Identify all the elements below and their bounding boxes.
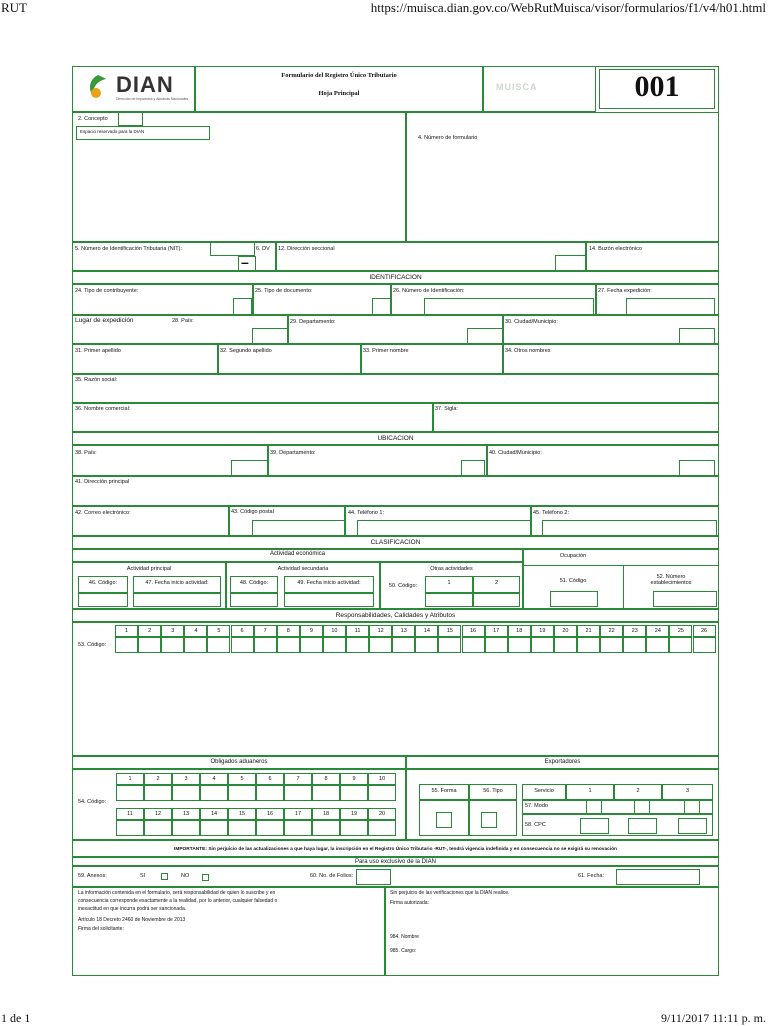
f31-label: 31. Primer apellido xyxy=(75,348,121,354)
resp-col-head: 6 xyxy=(231,625,254,637)
resp-col-head: 19 xyxy=(531,625,554,637)
aduana-code-field[interactable] xyxy=(368,785,396,801)
resp-code-field[interactable] xyxy=(508,637,531,653)
aduana-code-field[interactable] xyxy=(340,785,368,801)
form-title: Formulario del Registro Único Tributario xyxy=(281,72,397,79)
numero-formulario-label: 4. Número de formulario xyxy=(418,135,478,141)
nit-label: 5. Número de Identificación Tributaria (NIT): xyxy=(75,246,182,252)
f58-field-3[interactable] xyxy=(678,818,707,834)
f30-label: 30. Ciudad/Municipio: xyxy=(505,319,558,325)
browser-url: https://muisca.dian.gov.co/WebRutMuisca/visor/formularios/f1/v4/h01.html xyxy=(370,0,766,15)
aduana-code-field[interactable] xyxy=(284,820,312,836)
f44-label: 44. Teléfono 1: xyxy=(348,510,384,516)
f48-label: 48. Código: xyxy=(239,580,269,586)
aduana-code-field[interactable] xyxy=(144,820,172,836)
resp-col-head: 12 xyxy=(369,625,392,637)
aduana-code-field[interactable] xyxy=(284,785,312,801)
f49-field[interactable] xyxy=(284,593,374,607)
aduana-col-head: 17 xyxy=(284,808,312,820)
f35-box xyxy=(72,374,719,403)
f47-field[interactable] xyxy=(133,593,221,607)
f50-col1-label: 1 xyxy=(447,580,451,586)
f51-field[interactable] xyxy=(550,591,598,607)
aduana-col-head: 18 xyxy=(312,808,340,820)
f35-label: 35. Razón social: xyxy=(75,377,118,383)
aduana-code-field[interactable] xyxy=(200,785,228,801)
aduana-col-head: 7 xyxy=(284,773,312,785)
f58-label: 58. CPC xyxy=(525,822,546,828)
aduana-col-head: 5 xyxy=(228,773,256,785)
aduana-col-head: 14 xyxy=(200,808,228,820)
principal-label: Actividad principal xyxy=(126,566,172,572)
resp-code-field[interactable] xyxy=(577,637,600,653)
lugar-label: Lugar de expedición xyxy=(75,317,134,324)
resp-col-head: 17 xyxy=(485,625,508,637)
concepto-label: 2. Concepto xyxy=(78,116,108,122)
aduana-code-field[interactable] xyxy=(368,820,396,836)
aduana-code-field[interactable] xyxy=(228,820,256,836)
form-number: 001 xyxy=(634,70,680,103)
declaracion-line-1: La información contenida en el formulario, será responsabilidad de quien lo suscribe y en xyxy=(78,890,276,896)
aduaneros-title: Obligados aduaneros xyxy=(210,759,268,765)
f59-label: 59. Anexos: xyxy=(78,873,107,879)
f985-label: 985. Cargo: xyxy=(390,948,417,954)
dian-logo-icon xyxy=(84,73,112,101)
f33-label: 33. Primer nombre xyxy=(363,348,409,354)
resp-code-field[interactable] xyxy=(138,637,161,653)
f41-box xyxy=(72,476,719,506)
responsabilidades-title: Responsabilidades, Calidades y Atributos xyxy=(72,609,719,622)
resp-code-field[interactable] xyxy=(231,637,254,653)
resp-col-head: 1 xyxy=(115,625,138,637)
f47-label: 47. Fecha inicio actividad: xyxy=(145,580,209,586)
no-checkbox[interactable] xyxy=(202,874,209,881)
aduana-code-field[interactable] xyxy=(144,785,172,801)
aduana-code-field[interactable] xyxy=(116,785,144,801)
uso-dian-title: Para uso exclusivo de la DIAN xyxy=(72,857,719,866)
f37-box xyxy=(433,403,719,432)
f40-field[interactable] xyxy=(679,460,715,476)
aduana-col-head: 13 xyxy=(172,808,200,820)
resp-col-head: 26 xyxy=(693,625,716,637)
resp-col-head: 22 xyxy=(600,625,623,637)
f984-label: 984. Nombre xyxy=(390,934,419,940)
f55-label: 55. Forma xyxy=(431,788,457,794)
aduana-col-head: 12 xyxy=(144,808,172,820)
f27-label: 27. Fecha expedición: xyxy=(598,288,652,294)
f60-label: 60. No. de Folios: xyxy=(310,873,354,879)
concepto-field[interactable] xyxy=(118,112,143,126)
ocupacion-vdivider xyxy=(623,565,624,609)
f56-label: 56. Tipo xyxy=(483,788,503,794)
aduana-col-head: 4 xyxy=(200,773,228,785)
f50-field-2[interactable] xyxy=(473,593,520,607)
resp-code-field[interactable] xyxy=(161,637,184,653)
f52-field[interactable] xyxy=(653,591,717,607)
aduana-code-field[interactable] xyxy=(200,820,228,836)
f45-field[interactable] xyxy=(542,520,717,536)
f49-label: 49. Fecha inicio actividad: xyxy=(297,580,361,586)
numero-formulario-area xyxy=(406,112,719,242)
resp-code-field[interactable] xyxy=(300,637,323,653)
buzon-label: 14. Buzón electrónico xyxy=(589,246,642,252)
si-label: SI xyxy=(140,873,146,879)
resp-code-field[interactable] xyxy=(669,637,692,653)
importante-text: IMPORTANTE: Sin perjuicio de las actualizaciones a que haya lugar, la inscripción en el Registro Único Tributario -RUT-, tendrá vigencia indefinida y en consecuencia no se exigirá su renovación xyxy=(174,847,617,852)
f29-field[interactable] xyxy=(467,328,503,344)
f58-field-2[interactable] xyxy=(628,818,657,834)
verificaciones-text: Sin perjuicio de las verificaciones que la DIAN realice. xyxy=(390,890,510,896)
aduana-code-field[interactable] xyxy=(340,820,368,836)
f38-field[interactable] xyxy=(231,460,268,476)
resp-col-head: 20 xyxy=(554,625,577,637)
resp-col-head: 21 xyxy=(577,625,600,637)
resp-code-field[interactable] xyxy=(438,637,461,653)
f38-label: 38. País: xyxy=(75,450,97,456)
f46-field[interactable] xyxy=(78,593,128,607)
resp-col-head: 14 xyxy=(415,625,438,637)
f28-label: 28. País: xyxy=(172,318,194,324)
resp-code-field[interactable] xyxy=(554,637,577,653)
resp-code-field[interactable] xyxy=(323,637,346,653)
f58-field-1[interactable] xyxy=(580,818,609,834)
actividad-label: Actividad económica xyxy=(269,551,326,557)
f30-field[interactable] xyxy=(679,328,715,344)
dir-seccional-label: 12. Dirección seccional xyxy=(278,246,335,252)
resp-code-field[interactable] xyxy=(254,637,277,653)
aduana-code-field[interactable] xyxy=(256,820,284,836)
resp-col-head: 3 xyxy=(161,625,184,637)
aduana-col-head: 10 xyxy=(368,773,396,785)
f39-label: 39. Departamento: xyxy=(270,450,316,456)
f24-field[interactable] xyxy=(233,298,252,315)
ocupacion-label: Ocupación xyxy=(559,553,587,559)
resp-col-head: 23 xyxy=(623,625,646,637)
browser-tab-title: RUT xyxy=(1,0,27,15)
reserved-dian-label: Espacio reservado para la DIAN xyxy=(80,129,145,134)
f37-label: 37. Sigla: xyxy=(435,406,458,412)
f57-field-1[interactable] xyxy=(586,800,602,814)
resp-code-field[interactable] xyxy=(623,637,646,653)
resp-col-head: 9 xyxy=(300,625,323,637)
resp-code-field[interactable] xyxy=(184,637,207,653)
declaracion-line-2: consecuencia corresponde exactamente a la realidad, por lo anterior, cualquier falsedad o xyxy=(78,898,278,904)
f50-field-1[interactable] xyxy=(425,593,473,607)
resp-code-field[interactable] xyxy=(115,637,138,653)
dir-seccional-field[interactable] xyxy=(555,255,586,271)
aduana-col-head: 16 xyxy=(256,808,284,820)
resp-col-head: 10 xyxy=(323,625,346,637)
aduana-code-field[interactable] xyxy=(312,785,340,801)
f52-label-1: 52. Número xyxy=(656,574,686,580)
f61-label: 61. Fecha: xyxy=(578,873,604,879)
resp-col-head: 15 xyxy=(438,625,461,637)
exportadores-title: Exportadores xyxy=(544,759,581,765)
servicio-col1-label: 1 xyxy=(588,788,592,794)
f29-label: 29. Departamento: xyxy=(290,319,336,325)
f53-label: 53. Código: xyxy=(78,642,107,648)
f26-label: 26. Número de Identificación: xyxy=(393,288,465,294)
muisca-watermark: MUISCA xyxy=(496,82,538,92)
servicio-col3-label: 3 xyxy=(685,788,690,794)
servicio-label: Servicio xyxy=(534,788,554,794)
aduana-code-field[interactable] xyxy=(256,785,284,801)
ubicacion-title: UBICACION xyxy=(72,432,719,445)
firma-solicitante-label: Firma del solicitante: xyxy=(78,926,124,932)
aduana-col-head: 11 xyxy=(116,808,144,820)
logo-subtext: Dirección de Impuestos y Aduanas Nacionales xyxy=(116,97,189,101)
dv-label: 6. DV xyxy=(256,246,270,252)
f52-label-2: establecimientos xyxy=(650,580,692,586)
resp-col-head: 5 xyxy=(207,625,230,637)
f43-field[interactable] xyxy=(252,520,345,536)
resp-code-field[interactable] xyxy=(346,637,369,653)
resp-col-head: 13 xyxy=(392,625,415,637)
resp-col-head: 11 xyxy=(346,625,369,637)
f61-field[interactable] xyxy=(616,869,700,885)
resp-col-head: 16 xyxy=(462,625,485,637)
f55-field[interactable] xyxy=(436,812,452,828)
f42-label: 42. Correo electrónico: xyxy=(75,510,131,516)
f32-label: 32. Segundo apellido xyxy=(220,348,272,354)
f40-label: 40. Ciudad/Municipio: xyxy=(489,450,542,456)
resp-col-head: 7 xyxy=(254,625,277,637)
resp-code-field[interactable] xyxy=(369,637,392,653)
firma-autorizada-label: Firma autorizada: xyxy=(390,900,429,906)
clasificacion-title: CLASIFICACION xyxy=(72,536,719,549)
resp-col-head: 4 xyxy=(184,625,207,637)
f50-label: 50. Código: xyxy=(388,583,418,589)
f34-label: 34. Otros nombres xyxy=(505,348,551,354)
aduana-code-field[interactable] xyxy=(312,820,340,836)
form-subtitle: Hoja Principal xyxy=(318,90,360,97)
aduana-code-field[interactable] xyxy=(172,785,200,801)
f60-field[interactable] xyxy=(356,869,391,885)
no-label: NO xyxy=(181,873,190,879)
aduana-code-field[interactable] xyxy=(116,820,144,836)
f24-label: 24. Tipo de contribuyente: xyxy=(75,288,139,294)
f57-field-3[interactable] xyxy=(684,800,700,814)
aduana-col-head: 3 xyxy=(172,773,200,785)
aduana-col-head: 19 xyxy=(340,808,368,820)
f54-label: 54. Código: xyxy=(78,799,107,805)
resp-code-field[interactable] xyxy=(277,637,300,653)
aduana-code-field[interactable] xyxy=(228,785,256,801)
identificacion-title: IDENTIFICACION xyxy=(72,271,719,284)
f28-field[interactable] xyxy=(252,328,288,344)
resp-col-head: 25 xyxy=(669,625,692,637)
otras-label: Otras actividades xyxy=(430,566,473,572)
f51-label: 51. Código xyxy=(559,578,587,584)
f25-field[interactable] xyxy=(372,298,391,315)
f56-field[interactable] xyxy=(481,812,497,828)
f36-label: 36. Nombre comercial: xyxy=(75,406,131,412)
page-count: 1 de 1 xyxy=(1,1011,31,1025)
resp-code-field[interactable] xyxy=(462,637,485,653)
resp-code-field[interactable] xyxy=(207,637,230,653)
f57-label: 57. Modo xyxy=(525,803,548,809)
f25-label: 25. Tipo de documento: xyxy=(255,288,313,294)
aduana-col-head: 20 xyxy=(368,808,396,820)
resp-col-head: 18 xyxy=(508,625,531,637)
aduana-col-head: 15 xyxy=(228,808,256,820)
f44-field[interactable] xyxy=(357,520,531,536)
resp-code-field[interactable] xyxy=(415,637,438,653)
resp-col-head: 2 xyxy=(138,625,161,637)
f48-field[interactable] xyxy=(230,593,278,607)
print-datetime: 9/11/2017 11:11 p. m. xyxy=(661,1011,766,1025)
dv-dash: – xyxy=(241,254,249,270)
servicio-col2-label: 2 xyxy=(636,788,640,794)
f50-col2-label: 2 xyxy=(494,580,499,586)
f41-label: 41. Dirección principal xyxy=(75,479,130,485)
aduana-col-head: 1 xyxy=(116,773,144,785)
aduana-col-head: 6 xyxy=(256,773,284,785)
resp-col-head: 8 xyxy=(277,625,300,637)
aduana-col-head: 2 xyxy=(144,773,172,785)
resp-code-field[interactable] xyxy=(485,637,508,653)
resp-code-field[interactable] xyxy=(693,637,716,653)
declaracion-line-3: inexactitud en que incurra podrá ser sancionada. xyxy=(78,906,187,912)
f39-field[interactable] xyxy=(461,460,485,476)
f26-field[interactable] xyxy=(424,298,594,315)
firma-autorizada-box xyxy=(385,887,719,976)
si-checkbox[interactable] xyxy=(161,873,168,880)
articulo-text: Artículo 18 Decreto 2460 de Noviembre de 2013 xyxy=(78,917,186,923)
f27-field[interactable] xyxy=(626,298,715,315)
resp-code-field[interactable] xyxy=(531,637,554,653)
ocupacion-divider xyxy=(523,565,719,566)
f43-label: 43. Código postal xyxy=(231,509,274,515)
resp-code-field[interactable] xyxy=(646,637,669,653)
secundaria-label: Actividad secundaria xyxy=(277,566,329,572)
resp-code-field[interactable] xyxy=(392,637,415,653)
aduana-col-head: 8 xyxy=(312,773,340,785)
logo-text: DIAN xyxy=(116,72,174,97)
aduana-code-field[interactable] xyxy=(172,820,200,836)
f46-label: 46. Código: xyxy=(88,580,118,586)
f57-field-2[interactable] xyxy=(634,800,650,814)
resp-code-field[interactable] xyxy=(600,637,623,653)
f45-label: 45. Teléfono 2: xyxy=(533,510,569,516)
resp-col-head: 24 xyxy=(646,625,669,637)
aduana-col-head: 9 xyxy=(340,773,368,785)
